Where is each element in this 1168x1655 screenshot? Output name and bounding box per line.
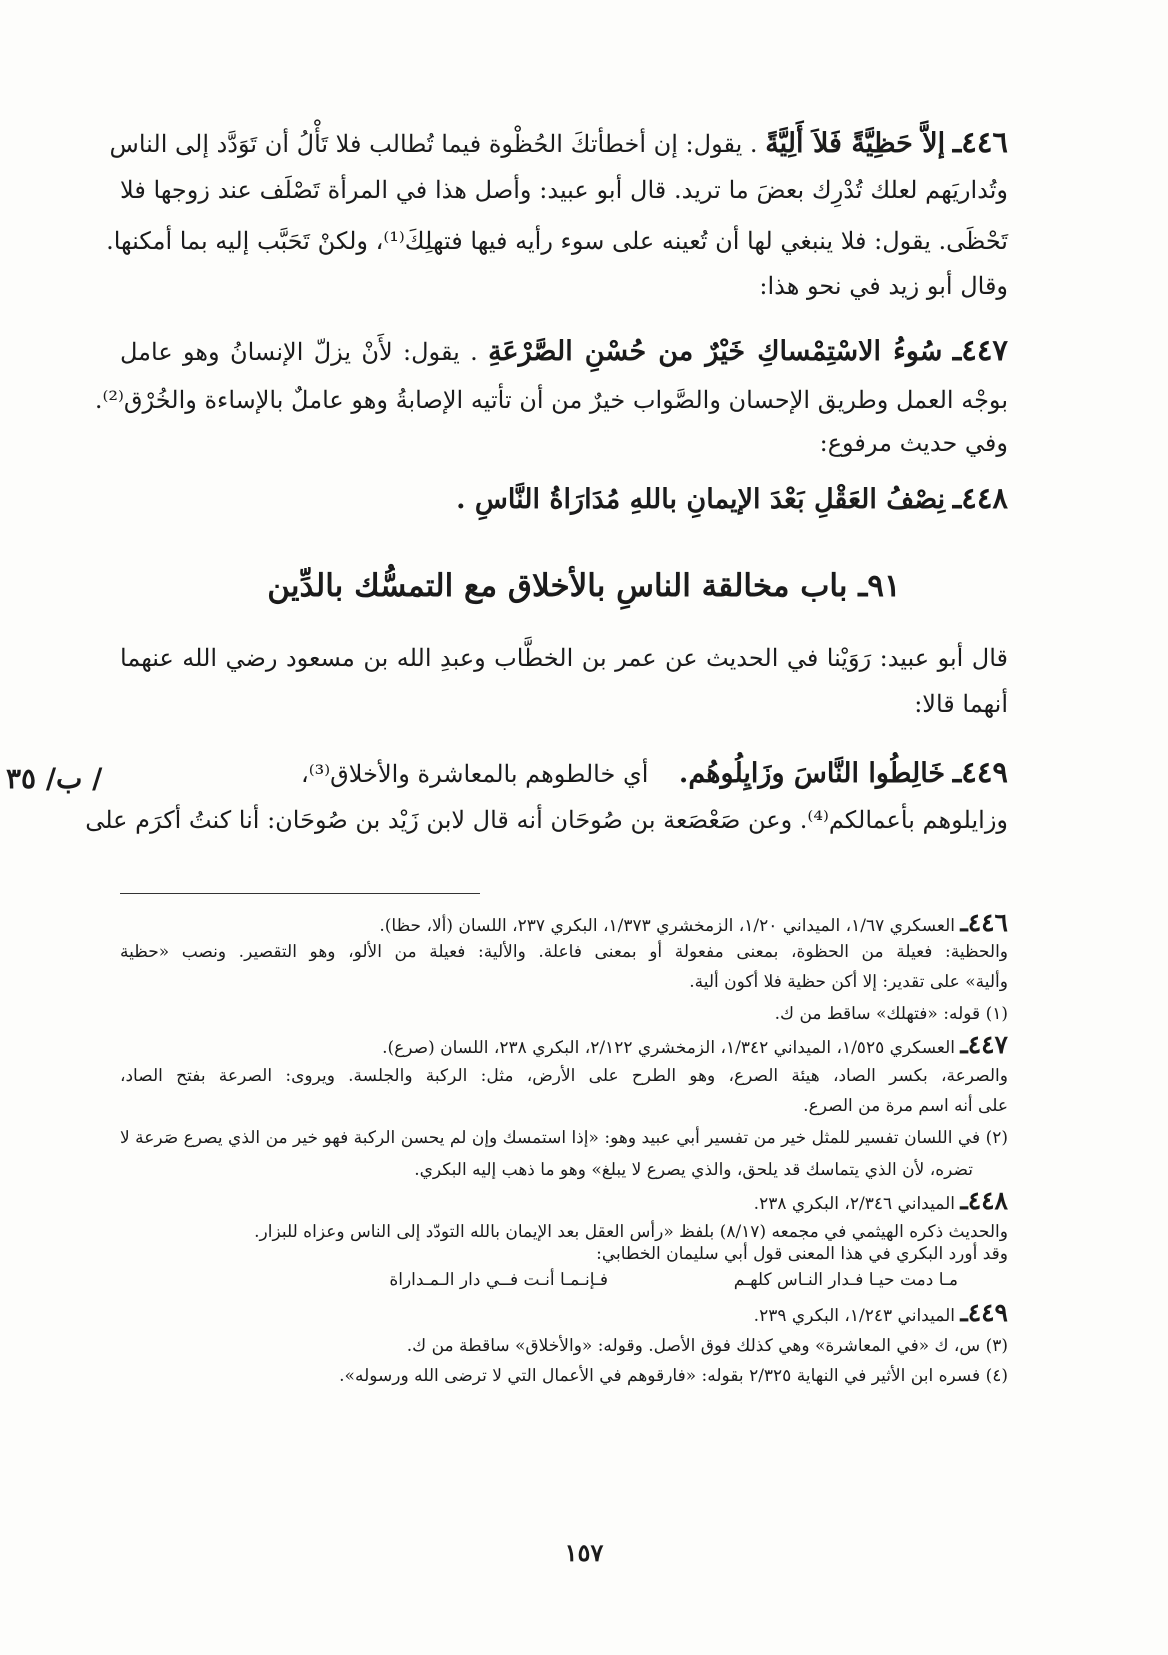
footnote-2-line-1: (٢) في اللسان تفسير للمثل خير من تفسير أبي عبيد وهو: «إذا استمسك وإن لم يحسن الركبة فهو خير من الذي يصرع صَرعة لا <box>120 1128 1008 1148</box>
entry-447-line-1 <box>120 333 1008 367</box>
footnote-text: الميداني ١/٢٤٣، البكري ٢٣٩. <box>753 1306 955 1326</box>
entry-449-line-1 <box>301 755 1008 789</box>
footnote-text: الميداني ٢/٣٤٦، البكري ٢٣٨. <box>753 1194 955 1214</box>
proverb-text: نِصْفُ العَقْلِ بَعْدَ الإيمانِ باللهِ مُدَارَاةُ النَّاسِ . <box>456 484 946 515</box>
entry-448-line-1 <box>456 481 1008 515</box>
footnote-446-gloss-2: وألية» على تقدير: إلا أكن حظية فلا أكون ألية. <box>689 972 1008 992</box>
entry-text: . يقول: إن أخطأتكَ الحُظْوة فيما تُطالب فلا تَأْلُ أن تَوَدَّد إلى الناس <box>109 130 758 158</box>
proverb-text: سُوءُ الاسْتِمْساكِ خَيْرٌ من حُسْنِ الصَّرْعَةِ <box>488 336 943 367</box>
entry-446-line-3: تَحْظَى. يقول: فلا ينبغي لها أن تُعينه على سوء رأيه فيها فتهلِكَ⁽¹⁾، ولكنْ تَحَبَّب إليه بما أمكنها. <box>106 227 1008 255</box>
page-number: ١٥٧ <box>564 1538 604 1567</box>
entry-number: ٤٤٨ـ <box>952 481 1008 515</box>
footnote-text: العسكري ١/٦٧، الميداني ١/٢٠، الزمخشري ١/٣٧٣، البكري ٢٣٧، اللسان (ألا، حظا). <box>379 916 955 936</box>
footnote-number: ٤٤٧ـ <box>960 1030 1008 1059</box>
footnote-449-sources <box>754 1298 1008 1327</box>
entry-text: . يقول: لأَنْ يزلّ الإنسانُ وهو عامل <box>120 338 478 366</box>
proverb-text: خَالِطُوا النَّاسَ وزَايِلُوهُم. <box>678 758 946 789</box>
footnote-2-line-2: تضره، لأن الذي يتماسك قد يلحق، والذي يصرع لا يبلغ» وهو ما ذهب إليه البكري. <box>414 1160 973 1180</box>
footnote-448-sources <box>754 1186 1008 1215</box>
footnote-447-sources <box>382 1030 1008 1059</box>
footnote-446-sources <box>379 908 1008 937</box>
intro-line-2: أنهما قالا: <box>914 690 1008 718</box>
footnote-448-gloss-1: والحديث ذكره الهيثمي في مجمعه (٨/١٧) بلفظ «رأس العقل بعد الإيمان بالله التودّد إلى الناس وعزاه للبزار. <box>254 1222 1008 1242</box>
entry-447-line-2: بوجْه العمل وطريق الإحسان والصَّواب خيرٌ من أن تأتيه الإصابةُ وهو عاملٌ بالإساءة والخُرْق⁽²⁾. <box>94 386 1008 414</box>
footnote-text: العسكري ١/٥٢٥، الميداني ١/٣٤٢، الزمخشري ٢/١٢٢، البكري ٢٣٨، اللسان (صرع). <box>382 1038 955 1058</box>
entry-447-line-3: وفي حديث مرفوع: <box>819 429 1008 457</box>
entry-449-line-2: وزايلوهم بأعمالكم⁽⁴⁾. وعن صَعْصَعة بن صُوحَان أنه قال لابن زَيْد بن صُوحَان: أنا كنتُ أكرَم على <box>85 806 1008 834</box>
entry-number: ٤٤٩ـ <box>952 755 1008 789</box>
manuscript-folio-marker: ب/ ٣٥ / <box>6 762 103 795</box>
footnote-1: (١) قوله: «فتهلك» ساقط من ك. <box>774 1004 1008 1024</box>
entry-446-line-1 <box>109 125 1008 159</box>
footnote-447-gloss-2: على أنه اسم مرة من الصرع. <box>803 1096 1008 1116</box>
footnote-446-gloss-1: والحظية: فعيلة من الحظوة، بمعنى مفعولة أو بمعنى فاعلة. والألية: فعيلة من الألو، وهو التقصير. ونصب «حظية <box>120 942 1008 962</box>
entry-number: ٤٤٧ـ <box>952 333 1008 367</box>
footnote-447-gloss-1: والصرعة، بكسر الصاد، هيئة الصرع، وهو الطرح على الأرض، مثل: الركبة والجلسة. ويروى: الصرعة بفتح الصاد، <box>120 1066 1008 1086</box>
entry-446-line-4: وقال أبو زيد في نحو هذا: <box>759 272 1008 300</box>
poem-hemistich-2: فـإنـمـا أنـت فــي دار الـمـداراة <box>389 1270 608 1290</box>
footnote-number: ٤٤٩ـ <box>960 1298 1008 1327</box>
intro-line-1: قال أبو عبيد: رَوَيْنا في الحديث عن عمر بن الخطَّاب وعبدِ الله بن مسعود رضي الله عنهما <box>120 644 1008 672</box>
proverb-text: إلاَّ حَظِيَّةً فَلاَ أَلِيَّةً <box>765 128 946 159</box>
footnote-separator <box>120 893 480 894</box>
footnote-448-gloss-2: وقد أورد البكري في هذا المعنى قول أبي سليمان الخطابي: <box>596 1244 1008 1264</box>
footnote-number: ٤٤٨ـ <box>960 1186 1008 1215</box>
entry-446-line-2: وتُداريَهم لعلك تُدْرِك بعضَ ما تريد. قال أبو عبيد: وأصل هذا في المرأة تَصْلَف عند زوجها فلا <box>120 176 1008 204</box>
poem-hemistich-1: مـا دمت حيـا فـدار النـاس كلهـم <box>733 1270 958 1290</box>
footnote-4: (٤) فسره ابن الأثير في النهاية ٢/٣٢٥ بقوله: «فارقوهم في الأعمال التي لا ترضى الله ورسوله». <box>339 1366 1008 1386</box>
footnote-3: (٣) س، ك «في المعاشرة» وهي كذلك فوق الأصل. وقوله: «والأخلاق» ساقطة من ك. <box>406 1336 1008 1356</box>
entry-number: ٤٤٦ـ <box>952 125 1008 159</box>
footnote-number: ٤٤٦ـ <box>960 908 1008 937</box>
chapter-heading: ٩١ـ باب مخالقة الناسِ بالأخلاق مع التمسُّك بالدِّين <box>267 568 901 604</box>
entry-text: أي خالطوهم بالمعاشرة والأخلاق⁽³⁾، <box>301 760 649 788</box>
